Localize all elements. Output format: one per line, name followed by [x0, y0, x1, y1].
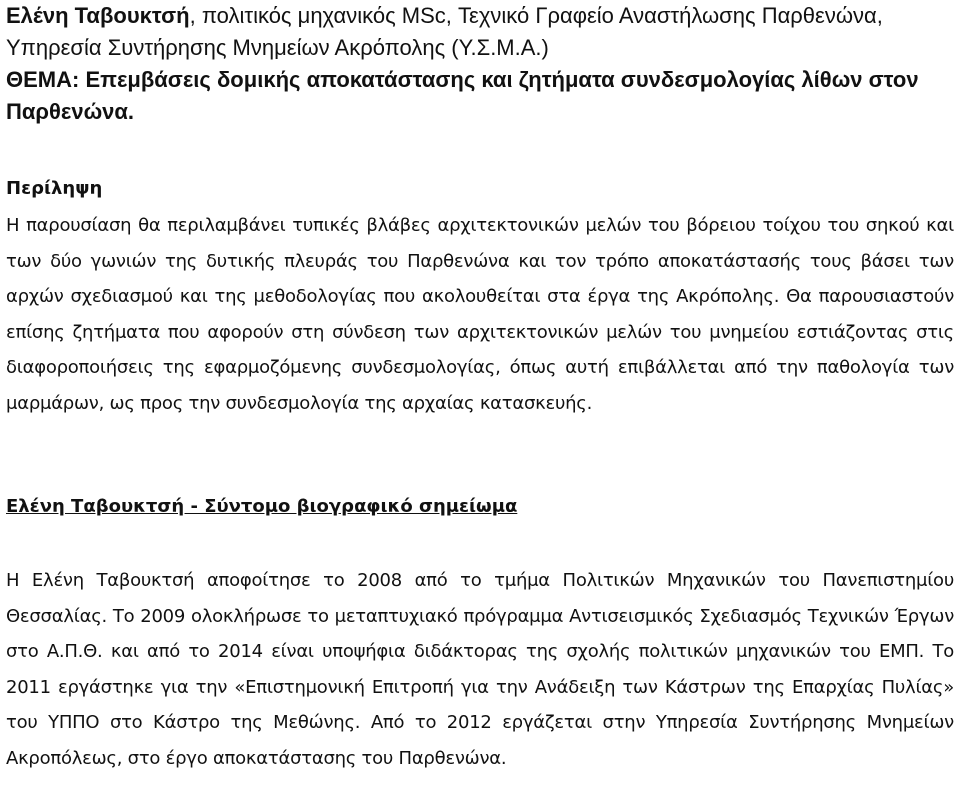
- document-header: [6, 0, 956, 128]
- author-name: Ελένη Ταβουκτσή: [6, 3, 190, 28]
- bio-paragraph: Η Ελένη Ταβουκτσή αποφοίτησε το 2008 από το τμήμα Πολιτικών Μηχανικών του Πανεπιστημίου Θεσσαλίας. Το 2009 ολοκλήρωσε το μεταπτυχιακό πρόγραμμα Αντισεισμικός Σχεδιασμός Τεχνικών Έργων στο Α.Π.Θ. και από το 2014 είναι υποψήφια διδάκτορας της σχολής πολιτικών μηχανικών του ΕΜΠ. Το 2011 εργάστηκε για την «Επιστημονική Επιτροπή για την Ανάδειξη των Κάστρων της Επαρχίας Πυλίας» του ΥΠΠΟ στο Κάστρο της Μεθώνης. Από το 2012 εργάζεται στην Υπηρεσία Συντήρησης Μνημείων Ακροπόλεως, στο έργο αποκατάστασης του Παρθενώνα.: [6, 570, 954, 769]
- author-details: , πολιτικός μηχανικός MSc, Τεχνικό Γραφείο Αναστήλωσης Παρθενώνα, Υπηρεσία Συντήρησης Μνημείων Ακρόπολης (Υ.Σ.Μ.Α.): [6, 3, 883, 60]
- presentation-theme: ΘΕΜΑ: Επεμβάσεις δομικής αποκατάστασης και ζητήματα συνδεσμολογίας λίθων στον Παρθενώνα.: [6, 67, 919, 124]
- bio-heading: Ελένη Ταβουκτσή - Σύντομο βιογραφικό σημείωμα: [6, 496, 518, 517]
- author-line: [6, 0, 956, 64]
- abstract-heading: Περίληψη: [6, 178, 103, 199]
- abstract-paragraph: Η παρουσίαση θα περιλαμβάνει τυπικές βλάβες αρχιτεκτονικών μελών του βόρειου τοίχου του σηκού και των δύο γωνιών της δυτικής πλευράς του Παρθενώνα και τον τρόπο αποκατάστασής τους βάσει των αρχών σχεδιασμού και της μεθοδολογίας που ακολουθείται στα έργα της Ακρόπολης. Θα παρουσιαστούν επίσης ζητήματα που αφορούν στη σύνδεση των αρχιτεκτονικών μελών του μνημείου εστιάζοντας στις διαφοροποιήσεις της εφαρμοζόμενης συνδεσμολογίας, όπως αυτή επιβάλλεται από την παθολογία των μαρμάρων, ως προς την συνδεσμολογία της αρχαίας κατασκευής.: [6, 215, 954, 414]
